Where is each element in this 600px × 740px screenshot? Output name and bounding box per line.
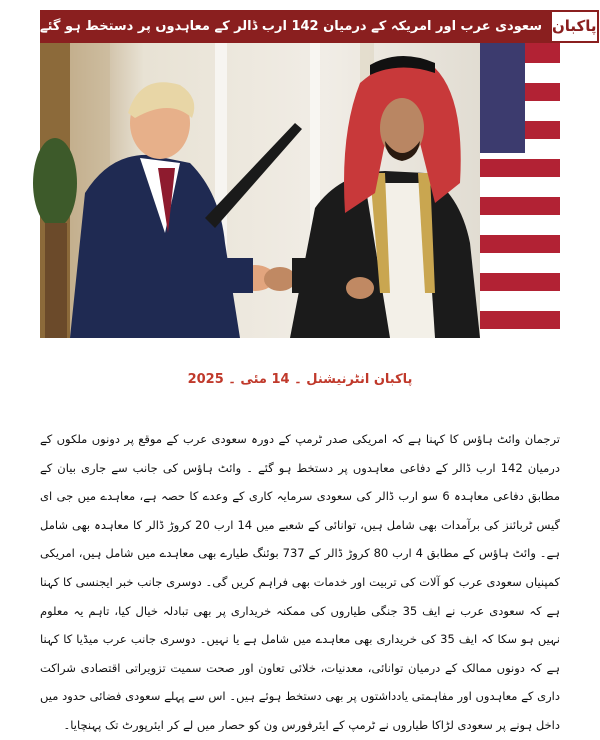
dateline: پاکبان انٹرنیشنل ۔ 14 مئی ۔ 2025 [187,372,413,387]
news-photo [40,43,560,338]
handshake-photo-icon [40,43,560,338]
article-body [40,425,560,740]
headline: سعودی عرب اور امریکہ کے درمیان 142 ارب ڈالر کے معاہدوں پر دستخط ہو گئے [40,19,542,34]
header-bar [40,10,597,43]
article-paragraph: ترجمان وائٹ ہاؤس کا کہنا ہے کہ امریکی صدر ٹرمپ کے دورہ سعودی عرب کے موقع پر دونوں ملکوں کے درمیان 142 ارب ڈالر کے دفاعی معاہدوں پر دستخط ہو گئے ۔ وائٹ ہاؤس کی جانب سے جاری بیان کے مطابق دفاعی معاہدہ 6 سو ارب ڈالر کی سعودی سرمایہ کاری کے وعدے کا حصہ ہے، معاہدے میں جی ای گیس ٹربائنز کی برآمدات بھی شامل ہیں، توانائی کے شعبے میں 14 ارب 20 کروڑ ڈالر کا معاہدہ بھی شامل ہے۔ وائٹ ہاؤس کے مطابق 4 ارب 80 کروڑ ڈالر کے 737 بوئنگ طیارے بھی معاہدے میں شامل ہیں، امریکی کمپنیاں سعودی عرب کو آلات کی تربیت اور خدمات بھی فراہم کریں گی۔ دوسری جانب خبر ایجنسی کا کہنا ہے کہ سعودی عرب نے ایف 35 جنگی طیاروں کی ممکنہ خریداری پر بھی تبادلہ خیال کیا، تاہم یہ معلوم نہیں ہو سکا کہ ایف 35 کی خریداری بھی معاہدے میں شامل ہے یا نہیں۔ دوسری جانب عرب میڈیا کا کہنا ہے کہ دونوں ممالک کے درمیان توانائی، معدنیات، خلائی تعاون اور صحت سمیت تزویراتی اقتصادی شراکت داری کے معاہدوں اور مفاہمتی یادداشتوں پر بھی دستخط ہوئے ہیں۔ اس سے پہلے سعودی فضائی حدود میں داخل ہونے پر سعودی لڑاکا طیاروں نے ٹرمپ کے ایئرفورس ون کو حصار میں لے کر ایئرپورٹ تک پہنچایا۔ [40,432,561,732]
brand-logo: پاکبان [550,10,599,43]
